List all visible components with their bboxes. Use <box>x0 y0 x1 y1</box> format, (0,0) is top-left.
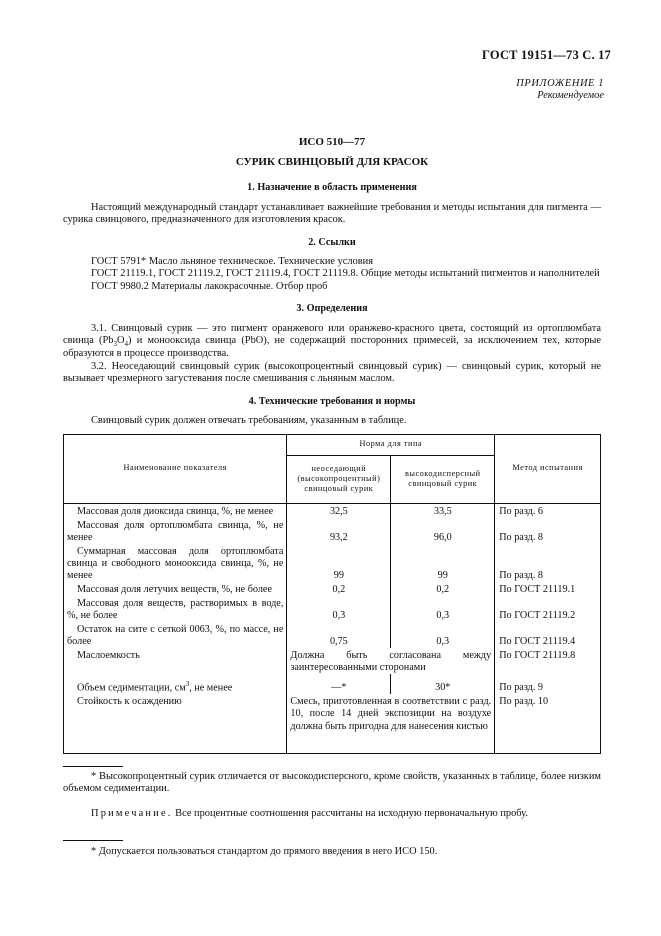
column-header-name: Наименование показателя <box>64 434 287 503</box>
appendix-label <box>516 78 604 103</box>
table-row: Массовая доля диоксида свинца, %, не менее 32,5 33,5 По разд. 6 <box>64 503 601 518</box>
footnote-rule <box>63 766 123 767</box>
appendix-title: ПРИЛОЖЕНИЕ 1 <box>516 78 604 89</box>
definition-3-2: 3.2. Неоседающий свинцовый сурик (высокопроцентный свинцовый сурик) — свинцовый сурик, который не вызывает чрезмерного загустевания после смешивания с льняным маслом. <box>63 360 601 385</box>
definition-3-1: 3.1. Свинцовый сурик — это пигмент оранжевого или оранжево-красного цвета, состоящий из ортоплюмбата свинца $(Pb_3O_4)$ и монооксида свинца (PbO), не содержащий посторонних примесей, за исключением тех, которые образуются в процессе производства. <box>63 322 602 360</box>
section-4-heading: 4. Технические требования и нормы <box>248 395 416 407</box>
footnote-rule <box>63 840 123 841</box>
column-header-type2: высокодисперсный свинцовый сурик <box>391 455 495 503</box>
section-1-text: Настоящий международный стандарт устанавливает важнейшие требования и методы испытания для пигмента — сурика свинцового, предназначенного для изготовления красок. <box>63 201 601 226</box>
table-row: Объем седиментации, $см^3$, не менее —* 30* По разд. 9 <box>64 674 601 694</box>
column-header-type1: неоседающий (высокопроцентный) свинцовый сурик <box>287 455 391 503</box>
column-header-method: Метод испытания <box>495 434 601 503</box>
reference-item: ГОСТ 9980.2 Материалы лакокрасочные. Отбор проб <box>91 280 328 292</box>
appendix-subtitle: Рекомендуемое <box>537 90 604 102</box>
table-row: Массовая доля ортоплюмбата свинца, %, не менее 93,2 96,0 По разд. 8 <box>64 518 601 544</box>
section-1-heading: 1. Назначение в область применения <box>247 182 417 194</box>
table-row: Маслоемкость Должна быть согласована между заинтересованными сторонами По ГОСТ 21119.8 <box>64 648 601 674</box>
document-body <box>63 136 601 858</box>
reference-item: ГОСТ 21119.1, ГОСТ 21119.2, ГОСТ 21119.4, ГОСТ 21119.8. Общие методы испытаний пигментов и наполнителей <box>91 268 600 280</box>
table-row: Стойкость к осаждению Смесь, приготовленная в соответствии с разд. 10, после 14 дней экспозиции на воздухе должна быть пригодна для нанесения кистью По разд. 10 <box>64 694 601 753</box>
table-note: Примечание. Все процентные соотношения рассчитаны на исходную первоначальную пробу. <box>91 807 528 819</box>
table-footnote: * Высокопроцентный сурик отличается от высокодисперсного, кроме свойств, указанных в таблице, более низким объемом седиментации. <box>63 770 601 795</box>
requirements-table <box>63 434 601 754</box>
page-header: ГОСТ 19151—73 С. 17 <box>482 48 611 62</box>
section-4-intro: Свинцовый сурик должен отвечать требованиям, указанным в таблице. <box>91 415 407 427</box>
table-row: Остаток на сите с сеткой 0063, %, по массе, не более 0,75 0,3 По ГОСТ 21119.4 <box>64 622 601 648</box>
document-title: СУРИК СВИНЦОВЫЙ ДЛЯ КРАСОК <box>235 156 429 169</box>
note-label: Примечание. <box>91 807 173 819</box>
table-row: Массовая доля веществ, растворимых в воде, %, не более 0,3 0,3 По ГОСТ 21119.2 <box>64 596 601 622</box>
page-footnote: * Допускается пользоваться стандартом до прямого введения в него ИСО 150. <box>91 846 438 857</box>
section-3-heading: 3. Определения <box>296 303 368 315</box>
table-row: Массовая доля летучих веществ, %, не более 0,2 0,2 По ГОСТ 21119.1 <box>64 582 601 596</box>
section-2-heading: 2. Ссылки <box>308 236 356 248</box>
reference-item: ГОСТ 5791* Масло льняное техническое. Технические условия <box>91 255 374 267</box>
table-row: Суммарная массовая доля ортоплюмбата свинца и свободного монооксида свинца, %, не менее 99 99 По разд. 8 <box>64 544 601 582</box>
column-header-norm: Норма для типа <box>287 434 495 455</box>
iso-number: ИСО 510—77 <box>298 136 366 148</box>
